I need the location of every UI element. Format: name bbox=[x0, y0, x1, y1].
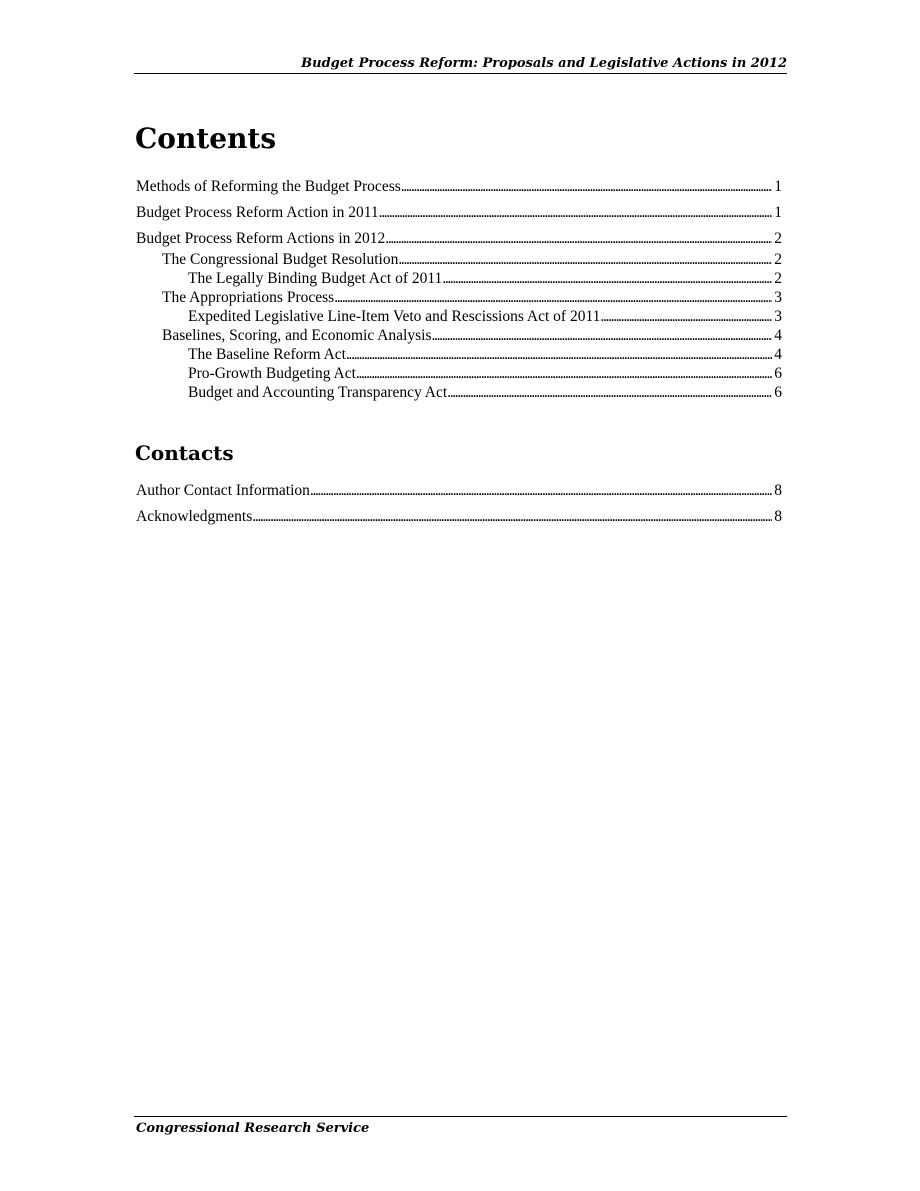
toc-entry-label: Expedited Legislative Line-Item Veto and Rescissions Act of 2011 bbox=[188, 308, 601, 325]
dot-leader bbox=[432, 326, 773, 345]
dot-leader bbox=[356, 364, 772, 383]
dot-leader bbox=[447, 383, 772, 402]
toc-entry[interactable] bbox=[188, 383, 782, 402]
toc-entry-label: Pro-Growth Budgeting Act bbox=[188, 365, 356, 382]
dot-leader bbox=[379, 203, 773, 222]
dot-leader bbox=[334, 288, 772, 307]
dot-leader bbox=[442, 269, 772, 288]
toc-entry[interactable] bbox=[188, 364, 782, 383]
toc-entry-page: 3 bbox=[774, 308, 782, 325]
contacts-entry[interactable] bbox=[136, 507, 782, 526]
toc-entry-page: 2 bbox=[774, 270, 782, 287]
toc-entry-page: 6 bbox=[774, 365, 782, 382]
toc-entry-label: The Appropriations Process bbox=[162, 289, 335, 306]
toc-entry-label: Budget and Accounting Transparency Act bbox=[188, 384, 448, 401]
dot-leader bbox=[398, 250, 772, 269]
running-title: Budget Process Reform: Proposals and Legislative Actions in 2012 bbox=[301, 56, 787, 71]
footer-organization: Congressional Research Service bbox=[136, 1121, 370, 1136]
contents-heading: Contents bbox=[135, 122, 277, 155]
contacts-entry-page: 8 bbox=[774, 508, 782, 525]
toc-entry-page: 4 bbox=[774, 346, 782, 363]
toc-entry[interactable] bbox=[136, 177, 782, 196]
toc-entry[interactable] bbox=[162, 326, 782, 345]
contacts-entry-page: 8 bbox=[774, 482, 782, 499]
toc-entry-page: 3 bbox=[774, 289, 782, 306]
toc-entry[interactable] bbox=[162, 288, 782, 307]
dot-leader bbox=[385, 229, 772, 248]
toc-entry-label: The Congressional Budget Resolution bbox=[162, 251, 399, 268]
contacts-entry-label: Acknowledgments bbox=[136, 508, 253, 525]
running-header bbox=[134, 56, 787, 74]
dot-leader bbox=[346, 345, 772, 364]
header-divider bbox=[134, 73, 787, 74]
contacts-heading: Contacts bbox=[135, 441, 234, 465]
contacts-entry[interactable] bbox=[136, 481, 782, 500]
toc-entry-label: Methods of Reforming the Budget Process bbox=[136, 178, 401, 195]
toc-entry-page: 2 bbox=[774, 230, 782, 247]
dot-leader bbox=[401, 177, 772, 196]
toc-entry-page: 6 bbox=[774, 384, 782, 401]
toc-entry-label: The Legally Binding Budget Act of 2011 bbox=[188, 270, 443, 287]
toc-entry-page: 1 bbox=[774, 178, 782, 195]
dot-leader bbox=[252, 507, 772, 526]
toc-entry-page: 2 bbox=[774, 251, 782, 268]
toc-entry-label: Baselines, Scoring, and Economic Analysis bbox=[162, 327, 432, 344]
toc-entry-page: 1 bbox=[774, 204, 782, 221]
toc-entry[interactable] bbox=[188, 345, 782, 364]
toc-entry-label: The Baseline Reform Act bbox=[188, 346, 346, 363]
dot-leader bbox=[600, 307, 772, 326]
dot-leader bbox=[310, 481, 772, 500]
footer-divider bbox=[134, 1116, 787, 1117]
toc-entry[interactable] bbox=[162, 250, 782, 269]
toc-entry-label: Budget Process Reform Actions in 2012 bbox=[136, 230, 386, 247]
toc-entry[interactable] bbox=[188, 269, 782, 288]
toc-entry[interactable] bbox=[136, 203, 782, 222]
toc-entry-label: Budget Process Reform Action in 2011 bbox=[136, 204, 379, 221]
contacts-entry-label: Author Contact Information bbox=[136, 482, 310, 499]
toc-entry[interactable] bbox=[136, 229, 782, 248]
toc-entry[interactable] bbox=[188, 307, 782, 326]
toc-entry-page: 4 bbox=[774, 327, 782, 344]
